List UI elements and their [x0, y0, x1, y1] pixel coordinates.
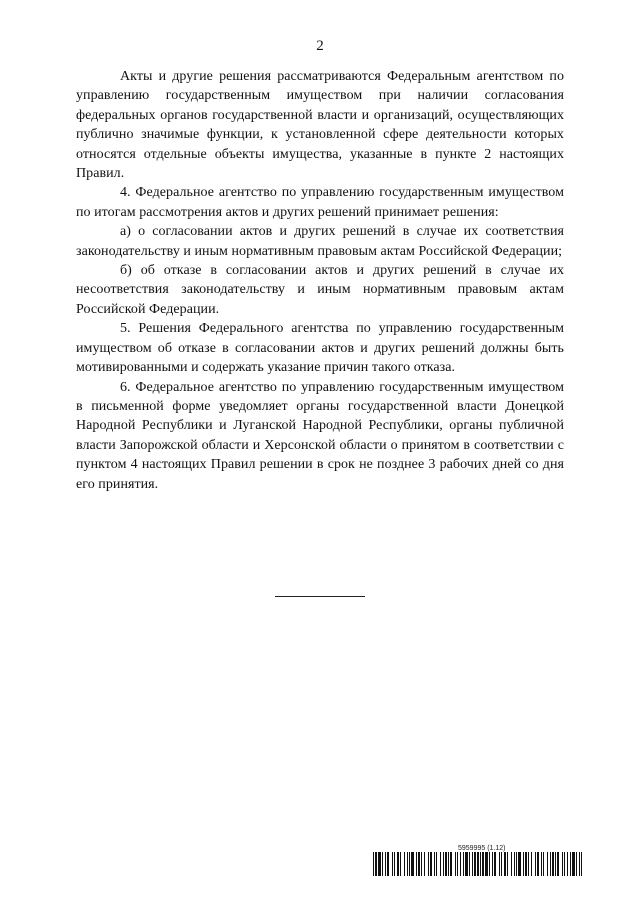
- barcode-bar: [492, 852, 493, 876]
- document-body: [76, 67, 564, 494]
- page-number: 2: [316, 38, 324, 54]
- barcode-bar: [537, 852, 539, 876]
- barcode-bar: [443, 852, 444, 876]
- barcode-bar: [387, 852, 389, 876]
- barcode-bar: [385, 852, 386, 876]
- paragraph-4a-approval: а) о согласовании актов и других решений в случае их соответствия законодательству и иным нормативным правовым актам Российской Федерации;: [76, 224, 564, 259]
- barcode-bar: [428, 852, 429, 876]
- barcode-bar: [424, 852, 425, 876]
- barcode-bar: [404, 852, 405, 876]
- barcode-bar: [579, 852, 580, 876]
- barcode-bar: [418, 852, 420, 876]
- barcode-bar: [535, 852, 536, 876]
- barcode-bar: [576, 852, 577, 876]
- end-separator-line: [275, 596, 365, 597]
- barcode-bar: [397, 852, 399, 876]
- barcode-bar: [523, 852, 524, 876]
- barcode-bar: [460, 852, 461, 876]
- barcode-bar: [463, 852, 464, 876]
- barcode-bar: [434, 852, 435, 876]
- paragraph-4b-refusal: б) об отказе в согласовании актов и других решений в случае их несоответствия законодательству и иным нормативным правовым актам Российской Федерации.: [76, 263, 564, 317]
- barcode-bar: [562, 852, 563, 876]
- barcode-bar: [469, 852, 470, 876]
- barcode-bar: [409, 852, 410, 876]
- paragraph-4-decisions: 4. Федеральное агентство по управлению государственным имуществом по итогам рассмотрения актов и других решений принимает решения:: [76, 185, 564, 220]
- barcode-bar: [504, 852, 506, 876]
- barcode-bar: [516, 852, 517, 876]
- barcode-bar: [477, 852, 479, 876]
- barcode-bar: [440, 852, 441, 876]
- paragraph-6-notification: 6. Федеральное агентство по управлению государственным имуществом в письменной форме уведомляет органы государственной власти Донецкой Народной Республики и Луганской Народной Республики, органы публичной власти Запорожской области и Херсонской области о принятом в соответствии с пунктом 4 настоящих Правил решении в срок не позднее 3 рабочих дней со дня его принятия.: [76, 379, 564, 492]
- barcode-bar: [572, 852, 575, 876]
- barcode-bar: [445, 852, 447, 876]
- barcode-bar: [501, 852, 502, 876]
- barcode-bar: [373, 852, 374, 876]
- barcode-image: [373, 852, 582, 876]
- barcode-bar: [494, 852, 496, 876]
- barcode-bar: [531, 852, 532, 876]
- barcode-bar: [375, 852, 377, 876]
- barcode-bar: [455, 852, 456, 876]
- barcode-bar: [511, 852, 512, 876]
- barcode-bar: [465, 852, 468, 876]
- barcode-bar: [557, 852, 559, 876]
- barcode-bar: [416, 852, 417, 876]
- barcode-bar: [474, 852, 476, 876]
- barcode-bar: [555, 852, 556, 876]
- barcode-bar: [570, 852, 571, 876]
- barcode-bar: [436, 852, 437, 876]
- paragraph-5-motivated-refusal: 5. Решения Федерального агентства по управлению государственным имуществом об отказе в согласовании актов и других решений должны быть мотивированными и содержать указание причин такого отказа.: [76, 321, 564, 376]
- barcode-bar: [394, 852, 395, 876]
- barcode-bar: [392, 852, 393, 876]
- barcode-bar: [382, 852, 383, 876]
- paragraph-approval-requirement: Акты и другие решения рассматриваются Федеральным агентством по управлению государственным имуществом при наличии согласования федеральных органов государственной власти и организаций, осуществляющих публично значимые функции, к установленной сфере деятельности которых относятся отдельные объекты имущества, указанные в пункте 2 настоящих Правил.: [76, 69, 564, 182]
- barcode-bar: [378, 852, 381, 876]
- barcode-bar: [552, 852, 554, 876]
- barcode-bar: [480, 852, 481, 876]
- barcode-bar: [514, 852, 515, 876]
- barcode-bar: [547, 852, 548, 876]
- barcode-bar: [400, 852, 401, 876]
- barcode-label: 5959995 (1.12): [458, 845, 506, 852]
- barcode-bar: [485, 852, 488, 876]
- barcode-bar: [430, 852, 432, 876]
- barcode-bar: [528, 852, 529, 876]
- barcode-bar: [525, 852, 527, 876]
- barcode-bar: [564, 852, 565, 876]
- barcode-bar: [489, 852, 490, 876]
- barcode-bar: [457, 852, 458, 876]
- barcode-bar: [541, 852, 542, 876]
- barcode-bar: [499, 852, 500, 876]
- barcode-bar: [581, 852, 582, 876]
- barcode-bar: [448, 852, 449, 876]
- barcode-bar: [407, 852, 408, 876]
- barcode-bar: [543, 852, 544, 876]
- barcode-bar: [507, 852, 508, 876]
- barcode-bar: [472, 852, 473, 876]
- barcode-bar: [482, 852, 484, 876]
- barcode-bar: [421, 852, 422, 876]
- barcode-bar: [411, 852, 414, 876]
- barcode-bar: [550, 852, 551, 876]
- barcode-bar: [450, 852, 452, 876]
- barcode-bar: [567, 852, 568, 876]
- barcode-bar: [518, 852, 521, 876]
